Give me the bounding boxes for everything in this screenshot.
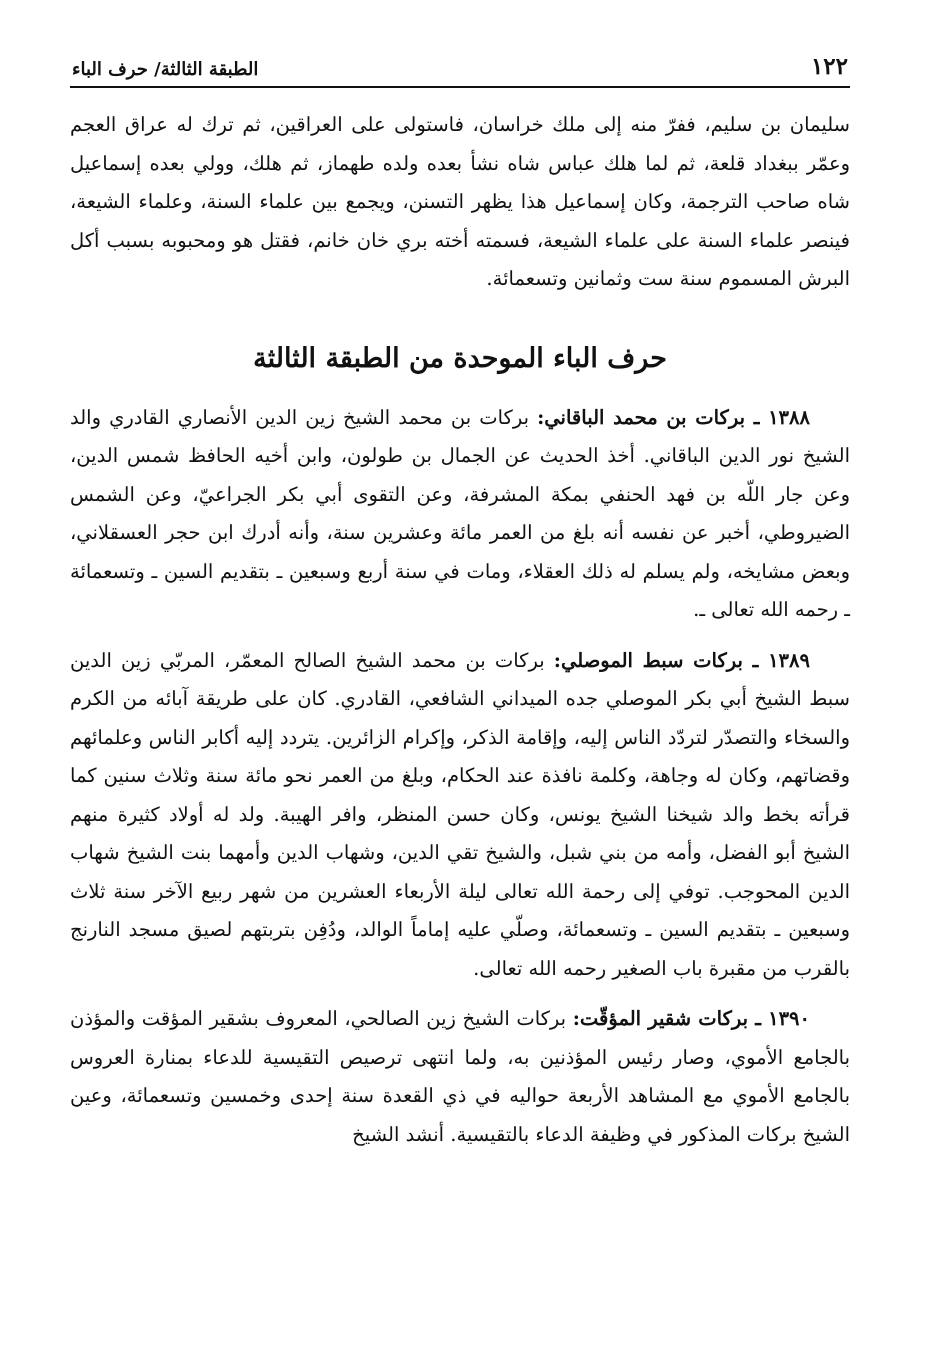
entry-heading: ١٣٨٩ ـ بركات سبط الموصلي:: [553, 648, 810, 672]
entry-text: بركات بن محمد الشيخ الصالح المعمّر، المربّي زين الدين سبط الشيخ أبي بكر الموصلي جده الميداني الشافعي، القادري. كان على طريقة آبائه من الكرم والسخاء والتصدّر لتردّد الناس إليه، وإقامة الذكر، وإكرام الزائرين. يتردد إليه أكابر الناس وعلمائهم وقضاتهم، وكان له وجاهة، وكلمة نافذة عند الحكام، وبلغ من العمر نحو مائة سنة وثلاث سنين كما قرأته بخط والد شيخنا الشيخ يونس، وكان حسن المنظر، وافر الهيبة. ولد له أولاد كثيرة منهم الشيخ أبو الفضل، وأمه من بني شبل، والشيخ تقي الدين، وشهاب الدين وأمهما بنت الشيخ شهاب الدين المحوجب. توفي إلى رحمة الله تعالى ليلة الأربعاء العشرين من شهر ربيع الآخر سنة ثلاث وسبعين ـ بتقديم السين ـ وتسعمائة، وصلّي عليه إماماً الوالد، ودُفِن بتربتهم لصيق مسجد النارنج بالقرب من مقبرة باب الصغير رحمه الله تعالى.: [70, 648, 850, 980]
entry-text: بركات الشيخ زين الصالحي، المعروف بشقير المؤقت والمؤذن بالجامع الأموي، وصار رئيس المؤذنين به، ولما انتهى ترصيص التقيسية للدعاء بمنارة العروس بالجامع الأموي مع المشاهد الأربعة حواليه في ذي القعدة سنة إحدى وخمسين وتسعمائة، وعين الشيخ بركات المذكور في وظيفة الدعاء بالتقيسية. أنشد الشيخ: [70, 1007, 850, 1146]
running-header: [70, 40, 850, 88]
book-page: [70, 40, 850, 1340]
entry-text: بركات بن محمد الشيخ زين الدين الأنصاري القادري والد الشيخ نور الدين الباقاني. أخذ الحديث عن الجمال بن طولون، وابن أخيه الحافظ شمس الدين، وعن جار اللّه بن فهد الحنفي بمكة المشرفة، وعن التقوى أبي بكر الجراعيّ، وعن الشمس الضيروطي، أخبر عن نفسه أنه بلغ من العمر مائة وعشرين سنة، وأنه أدرك ابن حجر العسقلاني، وبعض مشايخه، ولم يسلم له ذلك العقلاء، ومات في سنة أربع وسبعين ـ بتقديم السين ـ وتسعمائة ـ رحمه الله تعالى ـ.: [70, 405, 850, 621]
entry-heading: ١٣٨٨ ـ بركات بن محمد الباقاني:: [537, 405, 810, 429]
running-section-title: الطبقة الثالثة/ حرف الباء: [72, 59, 259, 80]
continued-paragraph: سليمان بن سليم، ففرّ منه إلى ملك خراسان، فاستولى على العراقين، ثم ترك له عراق العجم وعمّر ببغداد قلعة، ثم لما هلك عباس شاه نشأ بعده ولده طهماز، ثم هلك، وولي بعده إسماعيل شاه صاحب الترجمة، وكان إسماعيل هذا يظهر التسنن، ويجمع بين علماء السنة، وعلماء الشيعة، فينصر علماء السنة على علماء الشيعة، فسمته أخته بري خان خانم، فقتل هو ومحبوبه بسبب أكل البرش المسموم سنة ست وثمانين وتسعمائة.: [70, 113, 850, 290]
page-number: ١٢٢: [810, 53, 848, 80]
biography-entry-1390: [70, 1000, 850, 1154]
biography-entry-1388: [70, 399, 850, 630]
entry-heading: ١٣٩٠ ـ بركات شقير المؤقّت:: [572, 1007, 810, 1030]
section-heading: حرف الباء الموحدة من الطبقة الثالثة: [253, 342, 667, 374]
biography-entry-1389: [70, 642, 850, 989]
